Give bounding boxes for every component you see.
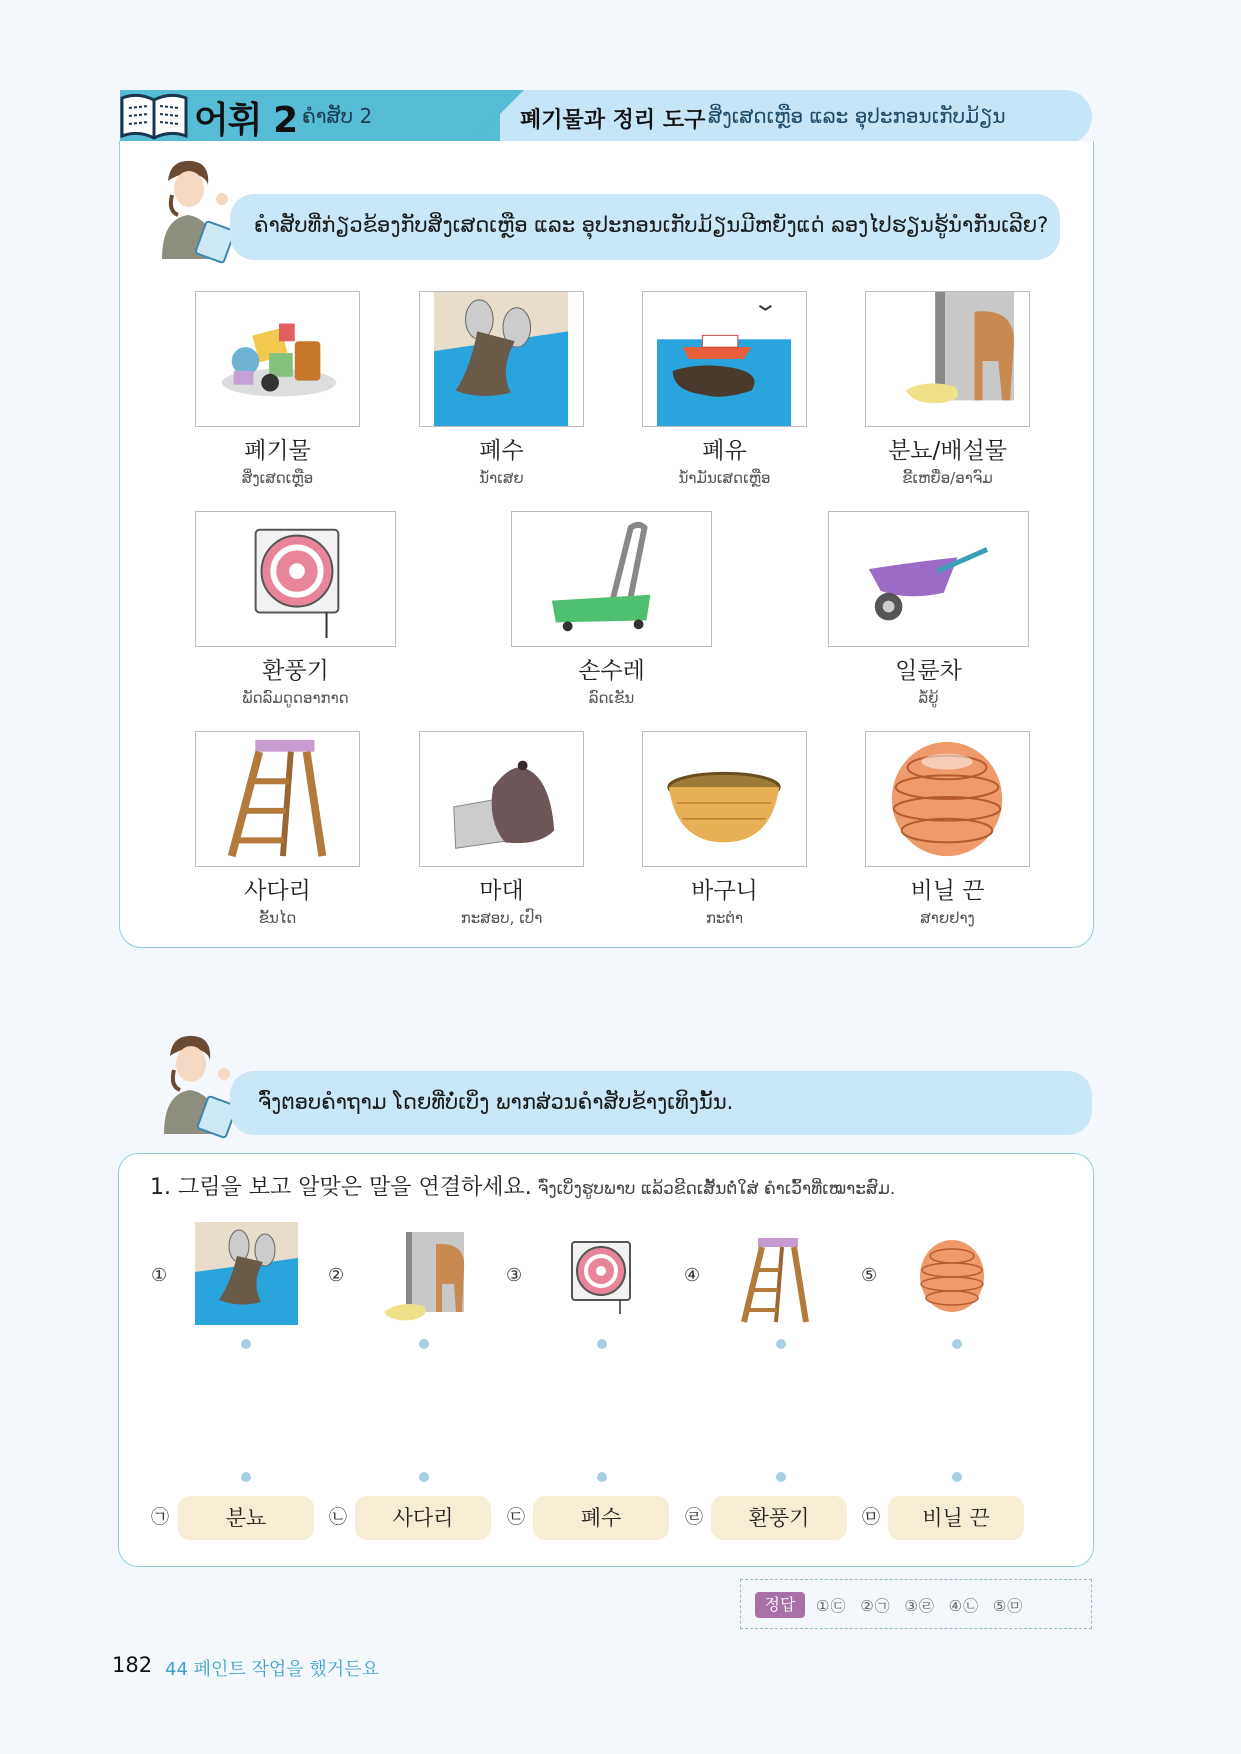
match-dot-bottom[interactable] <box>597 1472 607 1482</box>
vocab-card-wheelbarrow <box>828 511 1029 647</box>
book-icon <box>118 90 190 142</box>
vocab-word-ko: 환풍기 <box>262 658 329 684</box>
answer-option[interactable]: 환풍기 <box>711 1496 847 1540</box>
match-dot-bottom[interactable] <box>952 1472 962 1482</box>
match-dot-bottom[interactable] <box>419 1472 429 1482</box>
vocab-word-lo: ພັດລົມດູດອາກາດ <box>242 689 349 707</box>
item-number: ③ <box>506 1265 523 1286</box>
vocab-word-lo: ນ້ຳມັນເສດເຫຼືອ <box>678 469 771 487</box>
vocab-title: 어휘 2 <box>194 100 298 141</box>
vocab-card-basket <box>642 731 807 867</box>
vocab-card-manure <box>865 291 1030 427</box>
vocab-word-ko: 손수레 <box>578 658 645 684</box>
vocab-word-lo: ສິ່ງເສດເຫຼືອ <box>241 469 314 487</box>
match-dot-bottom[interactable] <box>776 1472 786 1482</box>
vocab-word-lo: ຂັ້ນໄດ <box>258 909 297 927</box>
exercise-picture-1 <box>195 1222 298 1325</box>
vocab-word-ko: 마대 <box>479 878 524 904</box>
cow-dung-icon <box>380 1230 468 1326</box>
vocab-word-ko: 비닐 끈 <box>910 878 985 904</box>
vocab-subtitle: ຄຳສັບ 2 <box>302 104 373 128</box>
vocab-card-vinyl-rope <box>865 731 1030 867</box>
item-number: ② <box>328 1265 345 1286</box>
practice-prompt: ຈົ່ງຕອບຄຳຖາມ ໂດຍທີ່ບໍ່ເບິ່ງ ພາກສ່ວນຄຳສັບຂ້າງເທິງນັ້ນ. <box>258 1090 734 1114</box>
vocab-word-ko: 사다리 <box>244 878 311 904</box>
waste-water-icon <box>420 292 583 426</box>
exercise-question-ko: 1. 그림을 보고 알맞은 말을 연결하세요. <box>150 1175 532 1200</box>
waste-water-icon <box>195 1222 298 1325</box>
item-number: ⑤ <box>861 1265 878 1286</box>
vocab-word-lo: ສາຍຢາງ <box>920 909 975 927</box>
vocab-word-ko: 분뇨/배설물 <box>888 438 1007 464</box>
answer-letter: ㉤ <box>862 1507 880 1528</box>
vocab-word-ko: 폐유 <box>702 438 747 464</box>
exercise-picture-2 <box>380 1230 468 1326</box>
answer-option[interactable]: 사다리 <box>355 1496 491 1540</box>
vocab-word-ko: 폐수 <box>479 438 524 464</box>
topic-title-lo: ສິ່ງເສດເຫຼືອ ແລະ ອຸປະກອນເກັບມ້ຽນ <box>708 104 1006 128</box>
cow-dung-icon <box>866 292 1029 426</box>
answer-option[interactable]: 분뇨 <box>178 1496 314 1540</box>
answer-letter: ㉠ <box>151 1507 169 1528</box>
chapter-title: 44 페인트 작업을 했거든요 <box>165 1659 379 1680</box>
exercise-picture-4 <box>736 1234 816 1326</box>
answer-option[interactable]: 폐수 <box>533 1496 669 1540</box>
oil-spill-icon <box>643 292 806 426</box>
waste-pile-icon <box>196 292 359 426</box>
topic-title-ko: 폐기물과 정리 도구 <box>520 108 706 133</box>
item-number: ① <box>151 1265 168 1286</box>
vinyl-rope-icon <box>916 1236 988 1316</box>
item-number: ④ <box>684 1265 701 1286</box>
match-dot-top[interactable] <box>952 1339 962 1349</box>
match-dot-top[interactable] <box>597 1339 607 1349</box>
vocab-card-waste <box>195 291 360 427</box>
exercise-picture-3 <box>568 1238 636 1316</box>
answer-key-items: ①㉢ ②㉠ ③㉣ ④㉡ ⑤㉤ <box>816 1597 1024 1615</box>
basket-icon <box>643 732 806 866</box>
vocab-word-ko: 바구니 <box>691 878 758 904</box>
vocab-word-lo: ນ້ຳເສຍ <box>479 469 524 487</box>
vocab-card-waste-oil <box>642 291 807 427</box>
vocab-word-ko: 폐기물 <box>244 438 311 464</box>
wheelbarrow-icon <box>829 512 1028 646</box>
exercise-question-lo: ຈົ່ງເບິ່ງຮູບພາບ ແລ້ວຂີດເສັ້ນຕໍ່ໃສ່ ຄຳເວົ້າທີ່ເໝາະສົມ. <box>537 1179 896 1199</box>
match-dot-top[interactable] <box>419 1339 429 1349</box>
vocab-word-lo: ລໍ້ຍູ້ <box>918 689 939 707</box>
ladder-icon <box>196 732 359 866</box>
vocab-word-lo: ກະສອບ, ເປົາ <box>460 909 543 927</box>
ventilation-fan-icon <box>568 1238 636 1316</box>
page-number: 182 <box>112 1653 153 1677</box>
sack-icon <box>420 732 583 866</box>
answer-letter: ㉢ <box>507 1507 525 1528</box>
vocab-word-lo: ກະຕ່າ <box>705 909 744 927</box>
exercise-question <box>150 1170 895 1201</box>
match-dot-top[interactable] <box>776 1339 786 1349</box>
match-dot-bottom[interactable] <box>241 1472 251 1482</box>
vocab-card-fan <box>195 511 396 647</box>
match-dot-top[interactable] <box>241 1339 251 1349</box>
answer-letter: ㉡ <box>329 1507 347 1528</box>
answer-key-label: 정답 <box>755 1592 805 1618</box>
vocab-word-ko: 일륜차 <box>895 658 962 684</box>
vocab-word-lo: ຂີ້ເຫຍື່ອ/ອາຈົມ <box>902 469 993 487</box>
vocab-card-ladder <box>195 731 360 867</box>
vinyl-rope-icon <box>866 732 1029 866</box>
ladder-icon <box>736 1234 816 1326</box>
teacher-icon <box>148 155 244 265</box>
exercise-picture-5 <box>916 1236 988 1316</box>
answer-option[interactable]: 비닐 끈 <box>888 1496 1024 1540</box>
ventilation-fan-icon <box>196 512 395 646</box>
vocab-word-lo: ລົດເຂັນ <box>588 689 635 707</box>
intro-question: ຄຳສັບທີ່ກ່ຽວຂ້ອງກັບສິ່ງເສດເຫຼືອ ແລະ ອຸປະກອນເກັບມ້ຽນມີຫຍັງແດ່ ລອງໄປຮຽນຮູ້ນຳກັນເລີຍ? <box>254 213 1049 237</box>
vocab-card-hand-cart <box>511 511 712 647</box>
answer-letter: ㉣ <box>685 1507 703 1528</box>
vocab-card-sack <box>419 731 584 867</box>
vocab-card-waste-water <box>419 291 584 427</box>
hand-cart-icon <box>512 512 711 646</box>
